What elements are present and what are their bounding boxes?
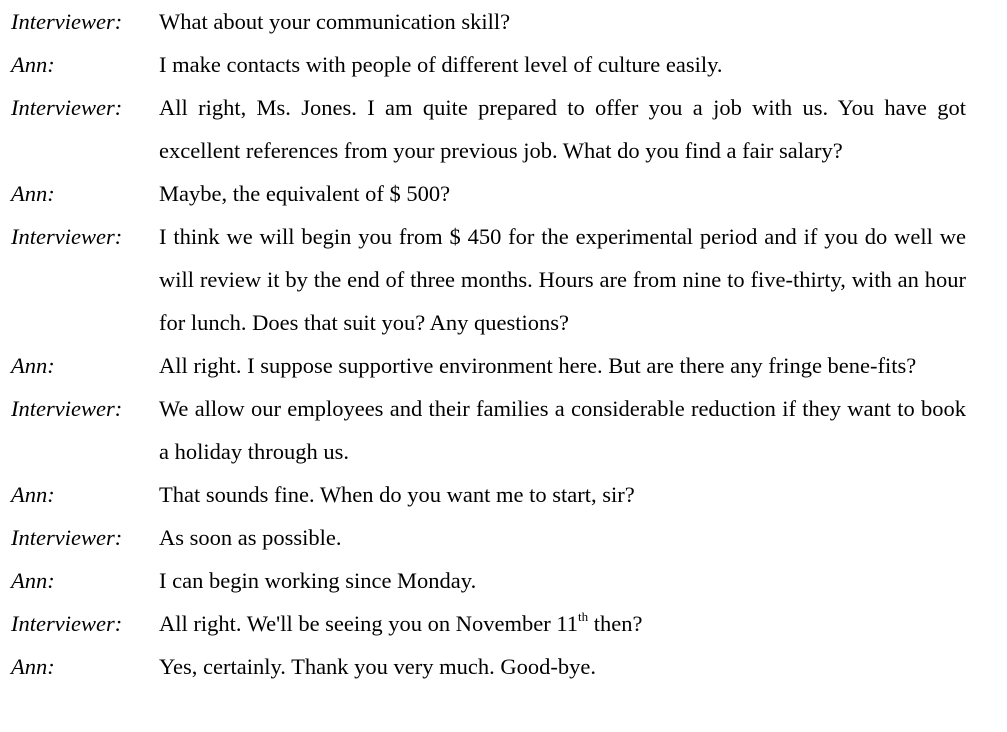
dialogue-text	[159, 602, 966, 645]
speaker-label: Ann:	[11, 482, 55, 507]
speaker-label: Ann:	[11, 52, 55, 77]
dialogue-text: As soon as possible.	[159, 525, 342, 550]
speaker-label: Interviewer:	[11, 611, 123, 636]
dialogue-transcript	[11, 0, 966, 688]
dialogue-text: I can begin working since Monday.	[159, 568, 477, 593]
dialogue-turn	[11, 172, 966, 215]
dialogue-text: Yes, certainly. Thank you very much. Good-bye.	[159, 654, 597, 679]
speaker-label: Interviewer:	[11, 525, 123, 550]
dialogue-text-end: then?	[588, 611, 643, 636]
dialogue-turn	[11, 43, 966, 86]
dialogue-turn	[11, 473, 966, 516]
dialogue-turn	[11, 0, 966, 43]
dialogue-text: Maybe, the equivalent of $ 500?	[159, 181, 451, 206]
dialogue-text-main: All right. We'll be seeing you on November 11	[159, 611, 579, 636]
dialogue-turn	[11, 387, 966, 473]
speaker-label: Ann:	[11, 654, 55, 679]
dialogue-turn	[11, 645, 966, 688]
speaker-label: Interviewer:	[11, 95, 123, 120]
speaker-label: Ann:	[11, 568, 55, 593]
dialogue-turn	[11, 516, 966, 559]
dialogue-turn	[11, 559, 966, 602]
dialogue-text: I make contacts with people of different level of culture easily.	[159, 52, 723, 77]
speaker-label: Ann:	[11, 353, 55, 378]
dialogue-turn	[11, 86, 966, 172]
dialogue-turn	[11, 344, 966, 387]
dialogue-turn	[11, 215, 966, 344]
dialogue-turn	[11, 602, 966, 645]
dialogue-text: All right. I suppose supportive environment here. But are there any fringe bene-fits?	[159, 353, 917, 378]
dialogue-text: I think we will begin you from $ 450 for the experimental period and if you do well we will review it by the end of three months. Hours are from nine to five-thirty, with an hour for lunch. Does that suit you? Any questions?	[159, 224, 966, 335]
speaker-label: Interviewer:	[11, 224, 123, 249]
ordinal-suffix: th	[578, 609, 589, 624]
dialogue-text: We allow our employees and their families a considerable reduction if they want to book a holiday through us.	[159, 396, 966, 464]
dialogue-text: That sounds fine. When do you want me to start, sir?	[159, 482, 635, 507]
dialogue-text: All right, Ms. Jones. I am quite prepared to offer you a job with us. You have got excellent references from your previous job. What do you find a fair salary?	[159, 95, 966, 163]
speaker-label: Ann:	[11, 181, 55, 206]
speaker-label: Interviewer:	[11, 9, 123, 34]
dialogue-text: What about your communication skill?	[159, 9, 511, 34]
speaker-label: Interviewer:	[11, 396, 123, 421]
